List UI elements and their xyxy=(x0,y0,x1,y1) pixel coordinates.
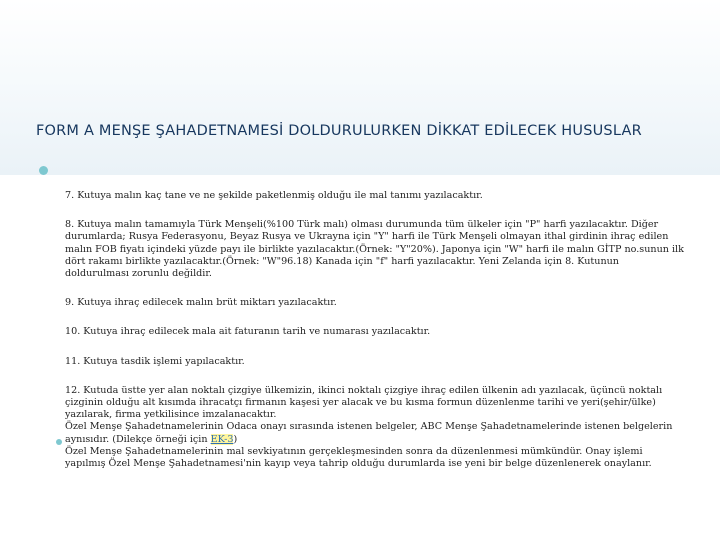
item-box-12: 12. Kutuda üstte yer alan noktalı çizgiye ülkemizin, ikinci noktalı çizgiye ihraç edilen ülkenin adı yazılacak, üçüncü noktalı çizginin olduğu alt kısımda ihracatçı firmanın kaşesi yer alacak ve bu kısma formun düzenlenme tarihi ve yeri(şehir/ülke) yazılarak, firma yetkilisince imzalanacaktır. xyxy=(65,384,663,421)
title-background xyxy=(0,0,720,175)
note-documents-close: ) xyxy=(233,433,238,445)
note-documents xyxy=(65,421,685,445)
bullet-icon xyxy=(56,439,62,445)
item-box-11: 11. Kutuya tasdik işlemi yapılacaktır. xyxy=(65,355,245,367)
slide-title: FORM A MENŞE ŞAHADETNAMESİ DOLDURULURKEN DİKKAT EDİLECEK HUSUSLAR xyxy=(36,123,642,139)
item-box-7: 7. Kutuya malın kaç tane ve ne şekilde paketlenmiş olduğu ile mal tanımı yazılacaktır. xyxy=(65,190,483,201)
item-box-9: 9. Kutuya ihraç edilecek malın brüt miktarı yazılacaktır. xyxy=(65,297,337,309)
item-box-10: 10. Kutuya ihraç edilecek mala ait faturanın tarih ve numarası yazılacaktır. xyxy=(65,326,431,338)
bullet-icon xyxy=(39,166,48,175)
item-box-8: 8. Kutuya malın tamamıyla Türk Menşeli(%100 Türk malı) olması durumunda tüm ülkeler için "P" harfi yazılacaktır. Diğer durumlarda; Rusya Federasyonu, Beyaz Rusya ve Ukrayna için "Y" harfi ile Türk Menşeli olmayan ithal girdinin ihraç edilen malın FOB fiyatı içindeki yüzde payı ile birlikte yazılacaktır.(Örnek: "Y"20%). Japonya için "W" harfi ile malın GİTP no.sunun ilk dört rakamı birlikte yazılacaktır.(Örnek: "W"96.18) Kanada için "f" harfi yazılacaktır. Yeni Zelanda için 8. Kutunun doldurulması zorunlu değildir. xyxy=(65,219,684,280)
ek-3-link[interactable]: EK-3 xyxy=(210,433,234,445)
note-documents-text: Özel Menşe Şahadetnamelerinin Odaca onayı sırasında istenen belgeler, ABC Menşe Şahadetnamelerinde istenen belgelerin aynısıdır. (Dilekçe örneği için xyxy=(65,421,673,445)
slide-content xyxy=(65,190,685,470)
note-after-shipment: Özel Menşe Şahadetnamelerinin mal sevkiyatının gerçekleşmesinden sonra da düzenlenmesi mümkündür. Onay işlemi yapılmış Özel Menşe Şahadetnamesi'nin kayıp veya tahrip olduğu durumlarda ise yeni bir belge düzenlenerek onaylanır. xyxy=(65,445,652,470)
